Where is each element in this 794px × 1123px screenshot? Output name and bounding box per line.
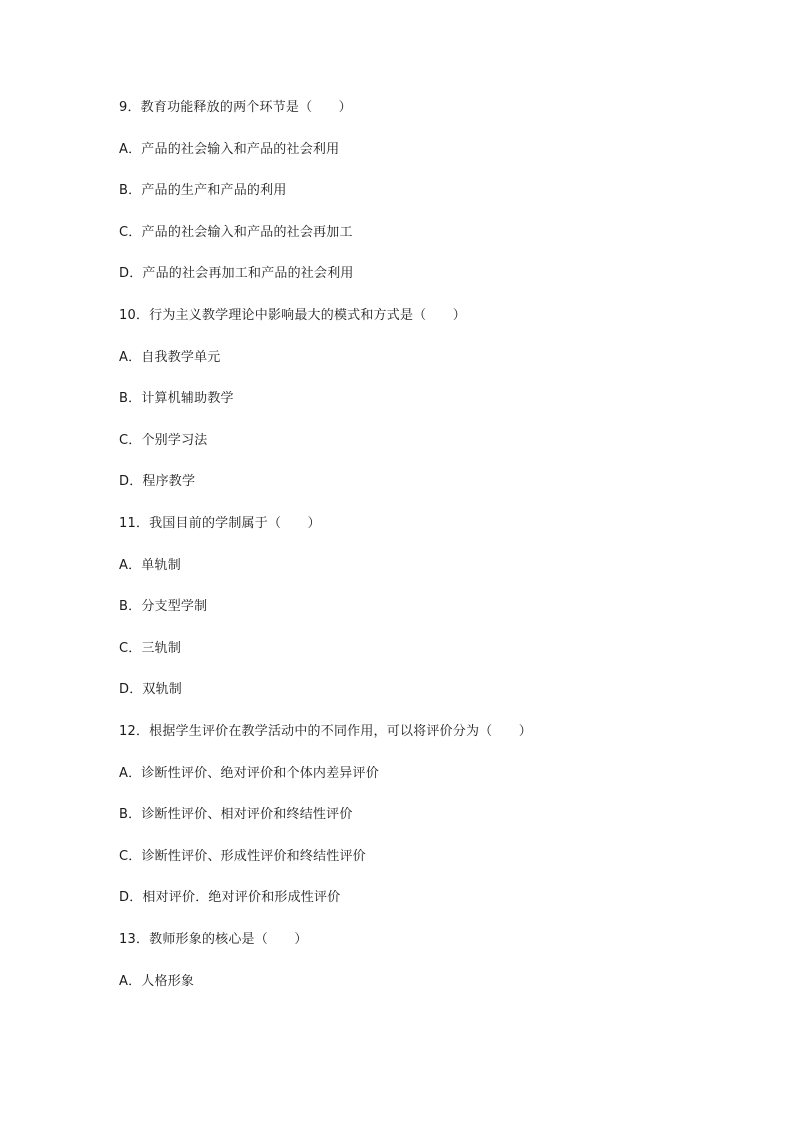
- question-11-option-b: B．分支型学制: [119, 599, 208, 614]
- question-9-option-a: A．产品的社会输入和产品的社会利用: [119, 142, 340, 157]
- question-12-option-c: C．诊断性评价、形成性评价和终结性评价: [119, 849, 366, 864]
- question-12-option-d: D．相对评价．绝对评价和形成性评价: [119, 890, 341, 905]
- question-13-stem: 13．教师形象的核心是（ ）: [119, 932, 308, 947]
- question-10-option-b: B．计算机辅助教学: [119, 391, 234, 406]
- question-10-option-a: A．自我教学单元: [119, 350, 221, 365]
- question-11-option-c: C．三轨制: [119, 641, 182, 656]
- question-9-option-c: C．产品的社会输入和产品的社会再加工: [119, 225, 353, 240]
- question-12-stem: 12．根据学生评价在教学活动中的不同作用，可以将评价分为（ ）: [119, 724, 532, 739]
- question-9-option-d: D．产品的社会再加工和产品的社会利用: [119, 266, 354, 281]
- question-11-stem: 11．我国目前的学制属于（ ）: [119, 516, 321, 531]
- question-12-option-b: B．诊断性评价、相对评价和终结性评价: [119, 807, 353, 822]
- question-13-option-a: A．人格形象: [119, 974, 195, 989]
- question-9-stem: 9．教育功能释放的两个环节是（ ）: [119, 100, 352, 115]
- question-12-option-a: A．诊断性评价、绝对评价和个体内差异评价: [119, 766, 379, 781]
- question-10-option-d: D．程序教学: [119, 474, 196, 489]
- question-11-option-d: D．双轨制: [119, 682, 183, 697]
- question-11-option-a: A．单轨制: [119, 558, 181, 573]
- question-9-option-b: B．产品的生产和产品的利用: [119, 183, 287, 198]
- question-10-stem: 10．行为主义教学理论中影响最大的模式和方式是（ ）: [119, 308, 466, 323]
- question-10-option-c: C．个别学习法: [119, 433, 208, 448]
